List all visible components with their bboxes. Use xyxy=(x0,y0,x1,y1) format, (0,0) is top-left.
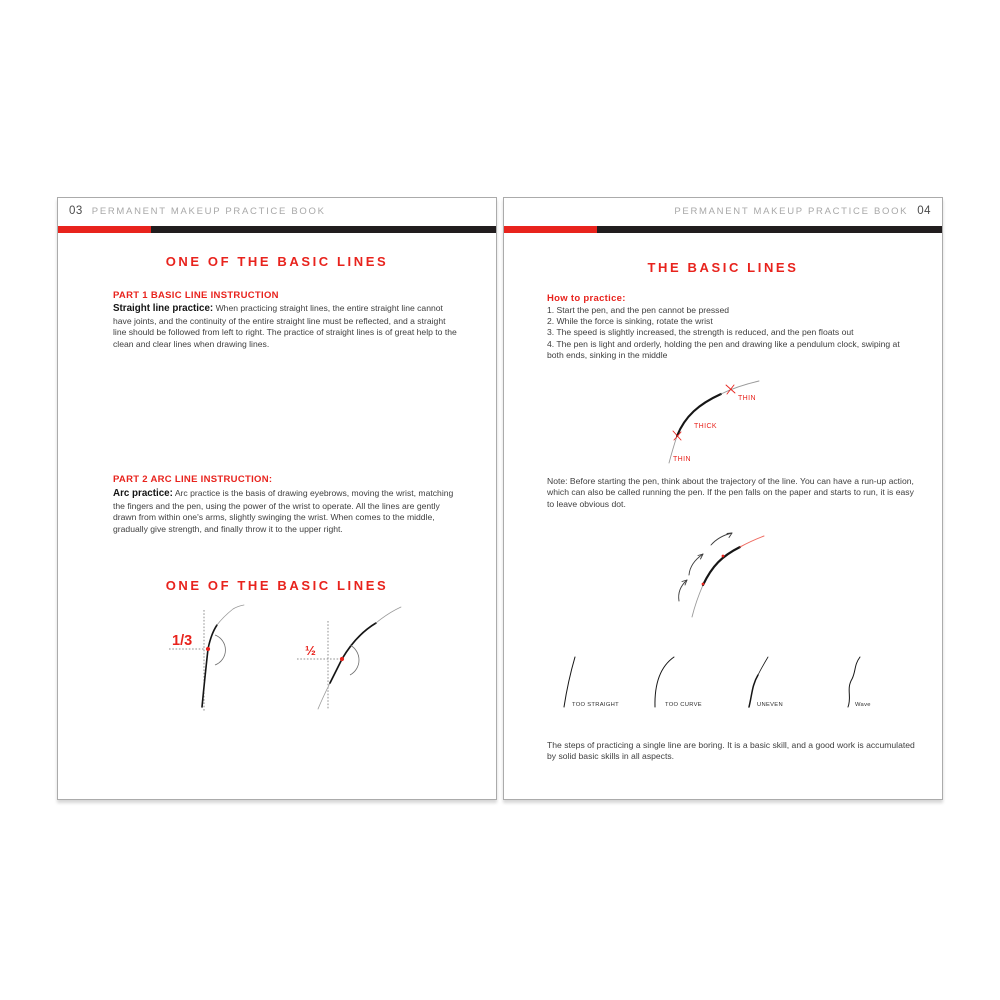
transition-mark-top xyxy=(726,385,735,394)
fault-label: Wave xyxy=(855,702,871,708)
main-curve-thin-bottom xyxy=(692,585,703,617)
arc-diagram-one-half xyxy=(290,601,405,713)
start-point-dot xyxy=(206,647,210,651)
part1-body: When practicing straight lines, the entire straight line cannot have joints, and the continuity of the entire straight line must be reflected, and a straight line should be followed from left to right. The practice of straight lines is of great help to the clean and clear lines when drawing lines. xyxy=(113,303,457,349)
part2-body: Arc practice is the basis of drawing eyebrows, moving the wrist, matching the fingers and the pen, using the power of the wrist to operate. All the lines are gently drawn from within one's arms, slightly swinging the wrist. When comes to the middle, gradually give strength, and finally throw it to the upper right. xyxy=(113,488,454,534)
how-to-practice-heading: How to practice: xyxy=(547,293,626,304)
fault-label: UNEVEN xyxy=(757,702,783,708)
part2-heading: PART 2 ARC LINE INSTRUCTION: xyxy=(113,474,273,485)
thin-thick-thin-stroke-diagram xyxy=(629,378,819,473)
arc-diagram-one-third xyxy=(163,601,258,713)
fault-label: TOO STRAIGHT xyxy=(572,702,619,708)
fault-example-too-curve xyxy=(652,653,747,715)
step: 2. While the force is sinking, rotate the wrist xyxy=(547,316,713,327)
page-subtitle: ONE OF THE BASIC LINES xyxy=(165,578,389,593)
header-title: PERMANENT MAKEUP PRACTICE BOOK xyxy=(91,206,326,217)
header-rule xyxy=(504,226,942,233)
page-title: ONE OF THE BASIC LINES xyxy=(165,254,389,269)
header-title: PERMANENT MAKEUP PRACTICE BOOK xyxy=(674,206,909,217)
angle-arc-mark xyxy=(350,645,359,675)
run-up-motion-diagram xyxy=(669,523,789,641)
page-left xyxy=(57,197,497,800)
step: 4. The pen is light and orderly, holding the pen and drawing like a pendulum clock, swiping at both ends, sinking in the middle xyxy=(547,338,900,360)
page-number: 04 xyxy=(917,205,931,217)
motion-arrow xyxy=(711,533,732,545)
step: 3. The speed is slightly increased, the strength is reduced, and the pen floats out xyxy=(547,327,854,338)
closing-paragraph: The steps of practicing a single line are boring. It is a basic skill, and a good work is accumulated by solid basic skills in all aspects. xyxy=(547,740,915,762)
main-curve-thick xyxy=(703,547,740,585)
header-rule-red xyxy=(504,226,597,233)
curve-red-dot xyxy=(702,583,705,586)
motion-arrow xyxy=(689,554,703,575)
page-number: 03 xyxy=(69,205,83,217)
header-rule-black xyxy=(597,226,942,233)
main-curve-red-tip xyxy=(740,536,764,547)
page-header xyxy=(69,205,485,217)
fault-label: TOO CURVE xyxy=(665,702,702,708)
page-title: THE BASIC LINES xyxy=(647,260,799,275)
page-right xyxy=(503,197,943,800)
start-point-dot xyxy=(340,657,344,661)
transition-mark-bottom xyxy=(673,431,681,440)
practice-steps-list xyxy=(547,305,915,361)
header-rule xyxy=(58,226,496,233)
motion-arrow xyxy=(679,580,687,601)
page-header xyxy=(515,205,931,217)
thick-label: THICK xyxy=(694,423,717,430)
straight-line-practice-strokes xyxy=(208,393,358,438)
arc-curve-fade-top xyxy=(376,607,401,623)
fault-example-too-straight xyxy=(559,653,654,715)
angle-arc-mark xyxy=(215,635,225,665)
header-rule-black xyxy=(151,226,496,233)
thin-label-bottom: THIN xyxy=(673,456,691,463)
part2-lead: Arc practice: xyxy=(113,488,173,499)
step: 1. Start the pen, and the pen cannot be pressed xyxy=(547,305,730,315)
part1-heading: PART 1 BASIC LINE INSTRUCTION xyxy=(113,290,279,301)
stroke-thin-top-segment xyxy=(721,381,759,394)
arc-curve-fade xyxy=(217,605,244,625)
fault-example-wave xyxy=(842,653,937,715)
note-paragraph: Note: Before starting the pen, think about the trajectory of the line. You can have a run-up action, which can also be called running the pen. If the pen falls on the paper and starts to run, it is easy to leave obvious dot. xyxy=(547,476,914,509)
fraction-label: 1/3 xyxy=(172,633,193,649)
part1-paragraph xyxy=(113,303,460,350)
arc-curve xyxy=(330,623,376,683)
thin-label-top: THIN xyxy=(738,395,756,402)
header-rule-red xyxy=(58,226,151,233)
part1-lead: Straight line practice: xyxy=(113,303,214,314)
part2-paragraph xyxy=(113,488,455,535)
fault-example-uneven xyxy=(744,653,839,715)
curve-red-dot xyxy=(722,555,725,558)
fraction-label: ½ xyxy=(305,643,316,658)
